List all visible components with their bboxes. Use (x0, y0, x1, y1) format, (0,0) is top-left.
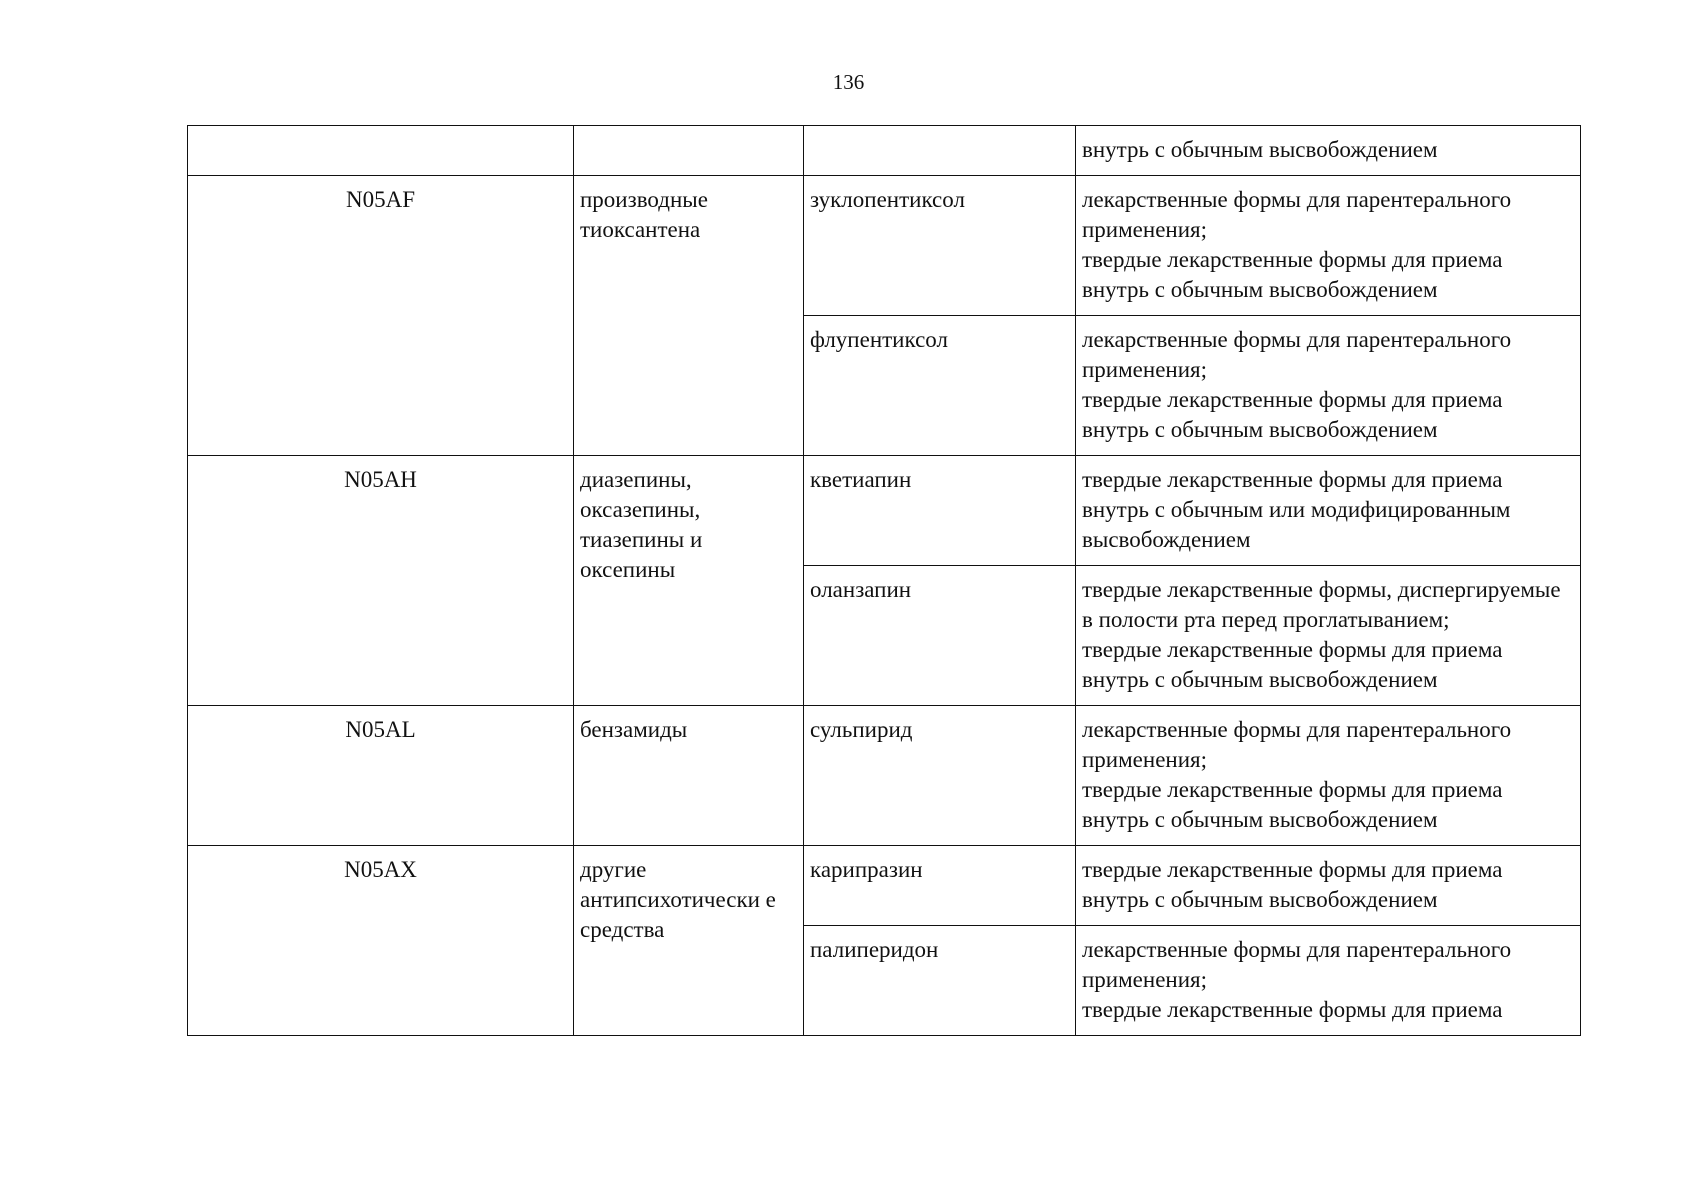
table-row (188, 706, 1581, 846)
table-row (188, 456, 1581, 566)
table-row (188, 126, 1581, 176)
drug-group-cell: бензамиды (574, 706, 804, 846)
dosage-form-line: лекарственные формы для парентерального применения; (1082, 187, 1512, 242)
dosage-form-line: лекарственные формы для парентерального применения; (1082, 717, 1512, 772)
atc-code-cell: N05AH (188, 456, 574, 706)
dosage-form-line: твердые лекарственные формы для приема внутрь с обычным высвобождением (1082, 637, 1503, 692)
drug-name-cell: флупентиксол (804, 316, 1076, 456)
drug-name-cell: кветиапин (804, 456, 1076, 566)
drug-name-cell: сульпирид (804, 706, 1076, 846)
drug-name-cell: палиперидон (804, 926, 1076, 1036)
table-body (188, 126, 1581, 1036)
dosage-form-cell (1076, 846, 1581, 926)
dosage-form-cell (1076, 176, 1581, 316)
drug-name-cell: зуклопентиксол (804, 176, 1076, 316)
dosage-form-cell (1076, 456, 1581, 566)
dosage-form-line: внутрь с обычным высвобождением (1082, 137, 1438, 162)
drug-name-cell: оланзапин (804, 566, 1076, 706)
drug-group-cell: другие антипсихотически е средства (574, 846, 804, 1036)
atc-code-cell: N05AF (188, 176, 574, 456)
dosage-form-cell (1076, 316, 1581, 456)
dosage-form-cell (1076, 706, 1581, 846)
drug-name-cell (804, 126, 1076, 176)
dosage-form-cell (1076, 926, 1581, 1036)
drug-group-cell: производные тиоксантена (574, 176, 804, 456)
table-row (188, 176, 1581, 316)
dosage-form-line: твердые лекарственные формы для приема внутрь с обычным высвобождением (1082, 777, 1503, 832)
atc-code-cell (188, 126, 574, 176)
dosage-form-line: лекарственные формы для парентерального применения; (1082, 937, 1512, 992)
dosage-form-cell (1076, 566, 1581, 706)
atc-code-cell: N05AL (188, 706, 574, 846)
page-number: 136 (832, 70, 865, 94)
dosage-form-line: твердые лекарственные формы для приема (1082, 997, 1503, 1022)
atc-code-cell: N05AX (188, 846, 574, 1036)
dosage-form-line: твердые лекарственные формы для приема внутрь с обычным высвобождением (1082, 387, 1503, 442)
drug-name-cell: карипразин (804, 846, 1076, 926)
dosage-form-line: лекарственные формы для парентерального применения; (1082, 327, 1512, 382)
dosage-form-line: твердые лекарственные формы для приема внутрь с обычным высвобождением (1082, 857, 1503, 912)
dosage-form-line: твердые лекарственные формы, диспергируемые в полости рта перед проглатыванием; (1082, 577, 1561, 632)
dosage-form-line: твердые лекарственные формы для приема внутрь с обычным высвобождением (1082, 247, 1503, 302)
dosage-form-line: твердые лекарственные формы для приема внутрь с обычным или модифицированным высвобождением (1082, 467, 1511, 552)
table-row (188, 846, 1581, 926)
dosage-form-cell (1076, 126, 1581, 176)
drug-group-cell (574, 126, 804, 176)
drug-group-cell: диазепины, оксазепины, тиазепины и оксепины (574, 456, 804, 706)
drug-table (187, 125, 1581, 1036)
